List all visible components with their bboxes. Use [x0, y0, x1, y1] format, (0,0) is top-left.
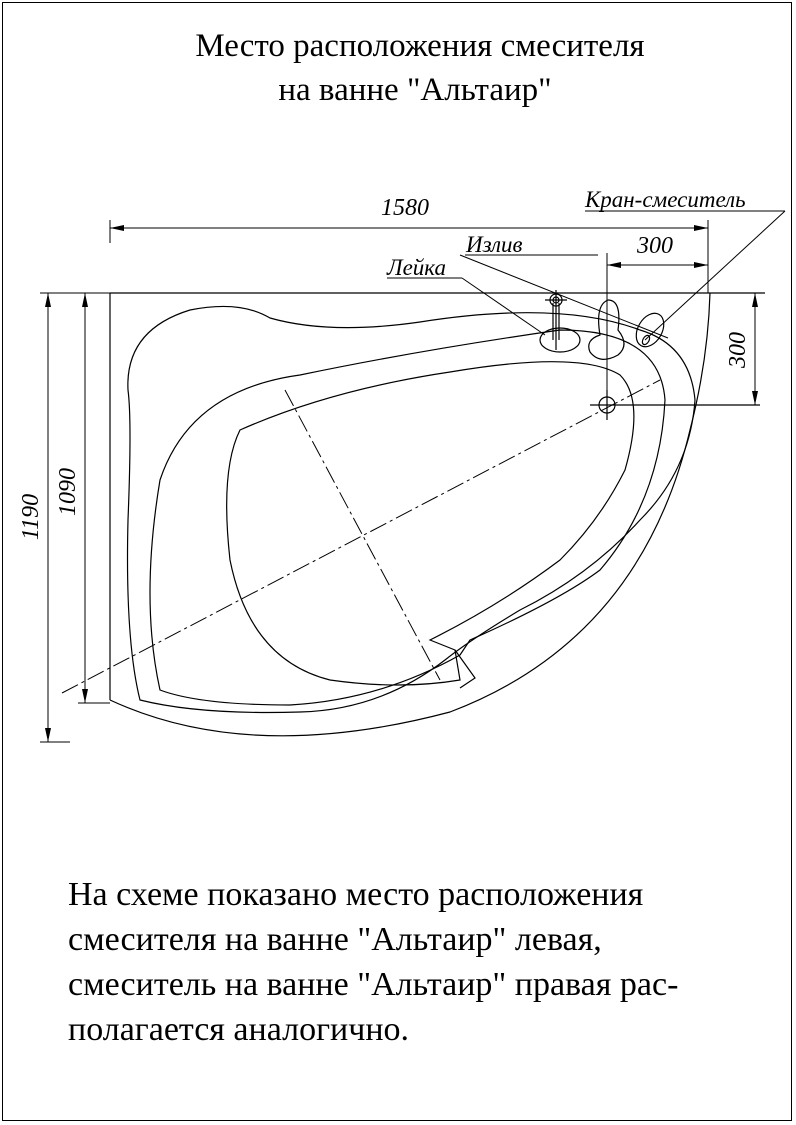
title-line-2: на ванне "Альтаир" — [278, 72, 552, 108]
dimension-300-vertical: 300 — [725, 332, 751, 368]
callout-spout: Излив — [466, 232, 523, 257]
mixer-icon — [631, 308, 670, 351]
installation-note — [68, 872, 768, 1052]
note-line: смесителя на ванне "Альтаир" левая, — [68, 921, 602, 958]
bathtub-outline — [110, 293, 765, 736]
dimension-1580: 1580 — [381, 195, 429, 221]
title-line-1: Место расположения смесителя — [195, 28, 645, 64]
callout-mixer: Кран-смеситель — [585, 187, 746, 212]
callout-shower-head: Лейка — [387, 255, 446, 280]
dimension-1190: 1190 — [18, 493, 44, 541]
note-line: смеситель на ванне "Альтаир" правая рас- — [68, 966, 679, 1003]
dimension-300-horizontal: 300 — [637, 233, 673, 259]
note-line: полагается аналогично. — [68, 1011, 410, 1048]
note-line: На схеме показано место расположения — [68, 876, 644, 913]
callout-leaders — [387, 211, 785, 340]
dimension-lines — [40, 220, 755, 742]
drain-icon — [590, 390, 760, 420]
dimension-1090: 1090 — [55, 468, 81, 516]
center-lines — [62, 380, 660, 693]
shower-head-icon — [540, 290, 580, 352]
